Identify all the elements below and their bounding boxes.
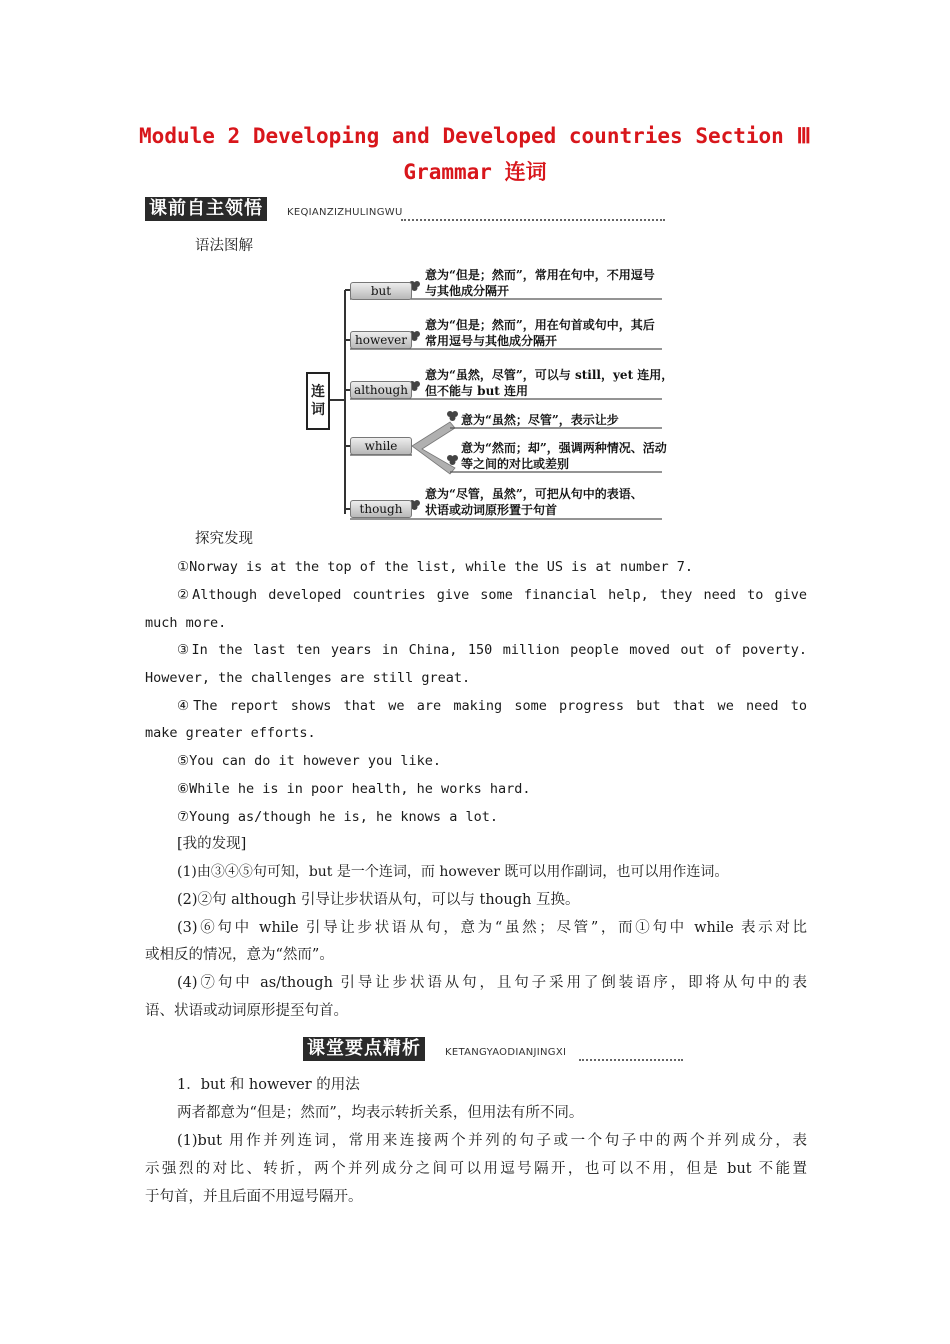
node-but: but [350, 282, 412, 300]
node-while: while [350, 437, 412, 455]
node-while-desc-2: 意为“然而；却”，强调两种情况、活动 [461, 441, 667, 455]
node-while-desc-1: 意为“虽然；尽管”，表示让步 [461, 413, 619, 427]
node-but-desc-2: 与其他成分隔开 [425, 284, 510, 298]
node-while-desc-3: 等之间的对比或差别 [461, 457, 570, 471]
banner-pinyin: KEQIANZIZHULINGWU [287, 207, 403, 218]
example-sentence-4-line1: ④The report shows that we are making some progress but that we need to [177, 698, 807, 714]
page-title-line2: Grammar 连词 [403, 160, 547, 184]
finding-2: (2)②句 although 引导让步状语从句，可以与 though 互换。 [177, 892, 580, 908]
section-banner-key-points [303, 1037, 683, 1061]
banner-label: 课前自主领悟 [145, 197, 267, 221]
example-sentence-1: ①Norway is at the top of the list, while the US is at number 7. [177, 559, 694, 575]
finding-1: (1)由③④⑤句可知，but 是一个连词，而 however 既可以用作副词，也可以用作连词。 [177, 864, 729, 880]
node-however-desc-2: 常用逗号与其他成分隔开 [425, 334, 558, 348]
node-though: though [350, 500, 412, 518]
section1-paragraph-2-line2: 示强烈的对比、转折，两个并列成分之间可以用逗号隔开，也可以不用，但是 but 不能置 [145, 1161, 807, 1177]
diagram-heading: 语法图解 [195, 238, 253, 254]
node-however-desc-1: 意为“但是；然而”，用在句首或句中，其后 [425, 318, 655, 332]
section1-paragraph-1: 两者都意为“但是；然而”，均表示转折关系，但用法有所不同。 [177, 1105, 584, 1121]
example-sentence-2-line1: ②Although developed countries give some financial help, they need to give [177, 587, 807, 603]
example-sentence-7: ⑦Young as/though he is, he knows a lot. [177, 809, 498, 825]
node-although-desc-1: 意为“虽然，尽管”，可以与 still，yet 连用， [425, 368, 674, 382]
banner-pinyin: KETANGYAODIANJINGXI [445, 1047, 567, 1058]
section1-heading: 1．but 和 however 的用法 [177, 1077, 360, 1093]
example-sentence-3-line1: ③In the last ten years in China, 150 million people moved out of poverty. [177, 642, 807, 658]
explore-heading: 探究发现 [195, 531, 253, 547]
node-but-desc-1: 意为“但是；然而”，常用在句中，不用逗号 [425, 268, 655, 282]
node-however: however [350, 331, 412, 349]
node-although: although [350, 381, 412, 399]
example-sentence-2-line2: much more. [145, 615, 227, 631]
section1-paragraph-2-line1: (1)but 用作并列连词，常用来连接两个并列的句子或一个句子中的两个并列成分，表 [177, 1133, 807, 1149]
conjunction-diagram [300, 262, 680, 524]
page-title-line1: Module 2 Developing and Developed countries Section Ⅲ [139, 124, 811, 148]
diagram-root-text: 连 词 [311, 384, 325, 418]
section-banner-preview [145, 197, 520, 221]
section1-paragraph-2-line3: 于句首，并且后面不用逗号隔开。 [145, 1189, 363, 1205]
finding-4-line2: 语、状语或动词原形提至句首。 [145, 1003, 348, 1019]
banner-label: 课堂要点精析 [303, 1037, 425, 1061]
finding-3-line2: 或相反的情况，意为“然而”。 [145, 947, 334, 963]
node-although-desc-2: 但不能与 but 连用 [425, 384, 529, 398]
findings-heading: [我的发现] [177, 836, 247, 852]
example-sentence-5: ⑤You can do it however you like. [177, 753, 442, 769]
diagram-root-label [306, 372, 330, 430]
node-though-desc-2: 状语或动词原形置于句首 [425, 503, 558, 517]
banner-dotted-rule [401, 219, 665, 221]
example-sentence-4-line2: make greater efforts. [145, 725, 316, 741]
finding-3-line1: (3)⑥句中 while 引导让步状语从句，意为“虽然；尽管”，而①句中 while 表示对比 [177, 920, 807, 936]
example-sentence-6: ⑥While he is in poor health, he works hard. [177, 781, 531, 797]
finding-4-line1: (4)⑦句中 as/though 引导让步状语从句，且句子采用了倒装语序，即将从句中的表 [177, 975, 807, 991]
banner-dotted-rule [579, 1059, 683, 1061]
node-though-desc-1: 意为“尽管，虽然”，可把从句中的表语、 [425, 487, 643, 501]
example-sentence-3-line2: However, the challenges are still great. [145, 670, 471, 686]
